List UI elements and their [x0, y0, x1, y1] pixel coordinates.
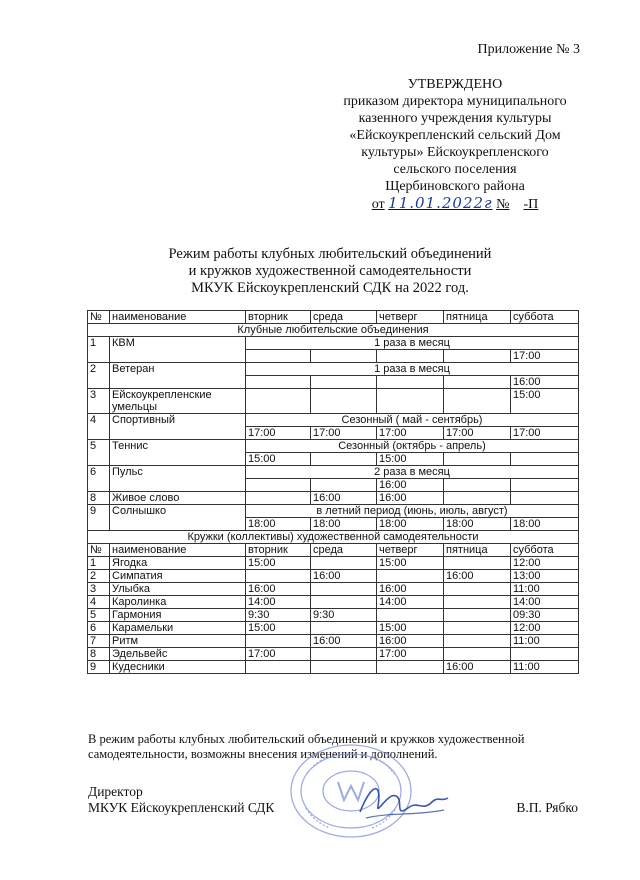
time-cell: 18:00 [444, 518, 511, 531]
table-row [88, 557, 579, 570]
table-row [88, 609, 579, 622]
time-cell: 18:00 [246, 518, 311, 531]
table-row [88, 466, 579, 479]
circle-name: Карамельки [110, 622, 246, 635]
time-cell: 16:00 [311, 570, 377, 583]
time-cell: 16:00 [511, 376, 579, 389]
schedule-note: Сезонный ( май - сентябрь) [246, 414, 579, 427]
table-header-row [88, 311, 579, 324]
column-header: среда [311, 544, 377, 557]
table-row [88, 505, 579, 518]
time-cell: 17:00 [511, 427, 579, 440]
schedule-note: Сезонный (октябрь - апрель) [246, 440, 579, 453]
time-cell: 12:00 [511, 557, 579, 570]
approval-line: Щербиновского района [385, 179, 525, 194]
approval-line: сельского поселения [393, 162, 517, 177]
column-header: вторник [246, 544, 311, 557]
date-prefix: от [371, 197, 385, 212]
signer-name: В.П. Рябко [516, 800, 578, 815]
handwritten-signature [352, 772, 452, 832]
time-cell: 15:00 [377, 453, 444, 466]
time-cell: 14:00 [377, 596, 444, 609]
time-cell [511, 492, 579, 505]
time-cell [246, 661, 311, 674]
time-cell: 15:00 [246, 453, 311, 466]
row-number: 6 [88, 466, 110, 492]
row-number: 2 [88, 363, 110, 389]
time-cell: 13:00 [511, 570, 579, 583]
handwritten-date: 11.01.2022г [388, 194, 493, 212]
time-cell: 17:00 [377, 427, 444, 440]
time-cell [246, 492, 311, 505]
section-title: Кружки (коллективы) художественной самодеятельности [88, 531, 579, 544]
time-cell: 17:00 [246, 648, 311, 661]
time-cell [246, 635, 311, 648]
time-cell: 16:00 [311, 492, 377, 505]
time-cell [311, 376, 377, 389]
time-cell [311, 479, 377, 492]
column-header: суббота [511, 311, 579, 324]
row-number: 3 [88, 389, 110, 414]
time-cell: 18:00 [311, 518, 377, 531]
change-note: В режим работы клубных любительский объединений и кружков художественной самодеятельности, возможны внесения изменений и дополнений. [88, 732, 525, 761]
time-cell [444, 583, 511, 596]
time-cell [444, 622, 511, 635]
time-cell: 15:00 [246, 622, 311, 635]
table-row [88, 648, 579, 661]
table-row [88, 389, 579, 414]
time-cell: 18:00 [377, 518, 444, 531]
time-cell [444, 596, 511, 609]
section-title: Клубные любительские объединения [88, 324, 579, 337]
row-number: 9 [88, 661, 110, 674]
time-cell [377, 609, 444, 622]
time-cell: 9:30 [311, 609, 377, 622]
time-cell: 16:00 [377, 479, 444, 492]
order-date-line [320, 195, 590, 213]
time-cell: 15:00 [377, 557, 444, 570]
time-cell [311, 453, 377, 466]
time-cell [311, 661, 377, 674]
time-cell [311, 648, 377, 661]
circle-name: Ягодка [110, 557, 246, 570]
column-header: пятница [444, 311, 511, 324]
time-cell: 11:00 [511, 583, 579, 596]
row-number: 3 [88, 583, 110, 596]
time-cell: 16:00 [444, 661, 511, 674]
row-number: 4 [88, 414, 110, 440]
club-name: Теннис [110, 440, 246, 466]
circle-name: Эдельвейс [110, 648, 246, 661]
column-header: четверг [377, 311, 444, 324]
time-cell: 16:00 [311, 635, 377, 648]
club-name: Ветеран [110, 363, 246, 389]
time-cell [311, 350, 377, 363]
club-name: Ейскоукрепленские умельцы [110, 389, 246, 414]
table-row [88, 596, 579, 609]
signer-position: Директор [88, 784, 143, 799]
time-cell [311, 596, 377, 609]
time-cell [246, 389, 311, 414]
time-cell: 15:00 [377, 622, 444, 635]
time-cell [246, 376, 311, 389]
title-line: и кружков художественной самодеятельности [188, 263, 472, 279]
approval-line: казенного учреждения культуры [358, 111, 552, 126]
row-number: 4 [88, 596, 110, 609]
time-cell: 11:00 [511, 635, 579, 648]
time-cell [311, 622, 377, 635]
time-cell [444, 350, 511, 363]
time-cell: 18:00 [511, 518, 579, 531]
time-cell: 12:00 [511, 622, 579, 635]
column-header: суббота [511, 544, 579, 557]
time-cell [444, 453, 511, 466]
time-cell: 14:00 [246, 596, 311, 609]
time-cell: 16:00 [246, 583, 311, 596]
time-cell [311, 557, 377, 570]
circle-name: Симпатия [110, 570, 246, 583]
table-row [88, 583, 579, 596]
circle-name: Ритм [110, 635, 246, 648]
time-cell [444, 389, 511, 414]
column-header: четверг [377, 544, 444, 557]
circle-name: Кудесники [110, 661, 246, 674]
schedule-note: в летний период (июнь, июль, август) [246, 505, 579, 518]
time-cell [444, 479, 511, 492]
row-number: 2 [88, 570, 110, 583]
column-header: № [88, 544, 110, 557]
time-cell [444, 609, 511, 622]
time-cell [444, 557, 511, 570]
table-row [88, 635, 579, 648]
table-row [88, 440, 579, 453]
time-cell [377, 389, 444, 414]
column-header: наименование [110, 544, 246, 557]
time-cell [444, 635, 511, 648]
time-cell: 17:00 [377, 648, 444, 661]
table-header-row [88, 544, 579, 557]
approval-line: приказом директора муниципального [343, 94, 567, 109]
title-line: Режим работы клубных любительский объединений [168, 246, 492, 262]
approval-block [320, 76, 590, 213]
time-cell: 09:30 [511, 609, 579, 622]
circle-name: Гармония [110, 609, 246, 622]
time-cell [444, 648, 511, 661]
schedule-note: 2 раза в месяц [246, 466, 579, 479]
time-cell [246, 479, 311, 492]
club-name: Живое слово [110, 492, 246, 505]
time-cell: 11:00 [511, 661, 579, 674]
table-row [88, 337, 579, 350]
document-title [90, 246, 570, 297]
circle-name: Улыбка [110, 583, 246, 596]
time-cell: 17:00 [311, 427, 377, 440]
approval-line: «Ейскоукрепленский сельский Дом [349, 128, 561, 143]
order-number-suffix: -П [523, 197, 539, 212]
time-cell: 17:00 [511, 350, 579, 363]
schedule-note: 1 раза в месяц [246, 337, 579, 350]
time-cell: 14:00 [511, 596, 579, 609]
schedule-note: 1 раза в месяц [246, 363, 579, 376]
time-cell [246, 350, 311, 363]
column-header: вторник [246, 311, 311, 324]
table-row [88, 414, 579, 427]
time-cell [444, 376, 511, 389]
time-cell [311, 389, 377, 414]
section-title-row [88, 324, 579, 337]
time-cell: 15:00 [246, 557, 311, 570]
time-cell [377, 376, 444, 389]
table-row [88, 492, 579, 505]
time-cell: 16:00 [377, 583, 444, 596]
time-cell [311, 583, 377, 596]
row-number: 8 [88, 648, 110, 661]
section-title-row [88, 531, 579, 544]
table-row [88, 570, 579, 583]
time-cell: 16:00 [444, 570, 511, 583]
time-cell: 15:00 [511, 389, 579, 414]
row-number: 8 [88, 492, 110, 505]
time-cell: 17:00 [444, 427, 511, 440]
row-number: 6 [88, 622, 110, 635]
column-header: пятница [444, 544, 511, 557]
time-cell [377, 570, 444, 583]
time-cell [444, 492, 511, 505]
time-cell [511, 648, 579, 661]
appendix-label: Приложение № 3 [477, 42, 580, 57]
table-row [88, 363, 579, 376]
signer-organization: МКУК Ейскоукрепленский СДК [88, 800, 275, 815]
column-header: № [88, 311, 110, 324]
time-cell: 17:00 [246, 427, 311, 440]
row-number: 5 [88, 609, 110, 622]
row-number: 1 [88, 337, 110, 363]
time-cell: 16:00 [377, 635, 444, 648]
time-cell [511, 479, 579, 492]
order-number-label: № [496, 197, 510, 212]
table-row [88, 661, 579, 674]
approval-line: культуры» Ейскоукрепленского [361, 145, 549, 160]
time-cell [377, 661, 444, 674]
circle-name: Каролинка [110, 596, 246, 609]
time-cell [511, 453, 579, 466]
club-name: Пульс [110, 466, 246, 492]
title-line: МКУК Ейскоукрепленский СДК на 2022 год. [191, 280, 469, 296]
club-name: Солнышко [110, 505, 246, 531]
time-cell [246, 570, 311, 583]
row-number: 9 [88, 505, 110, 531]
approval-line: УТВЕРЖДЕНО [407, 77, 503, 92]
row-number: 7 [88, 635, 110, 648]
time-cell: 16:00 [377, 492, 444, 505]
schedule-table [87, 310, 579, 674]
time-cell [377, 350, 444, 363]
club-name: КВМ [110, 337, 246, 363]
column-header: наименование [110, 311, 246, 324]
schedule-table-body [88, 311, 579, 674]
row-number: 1 [88, 557, 110, 570]
column-header: среда [311, 311, 377, 324]
club-name: Спортивный [110, 414, 246, 440]
time-cell: 9:30 [246, 609, 311, 622]
row-number: 5 [88, 440, 110, 466]
table-row [88, 622, 579, 635]
